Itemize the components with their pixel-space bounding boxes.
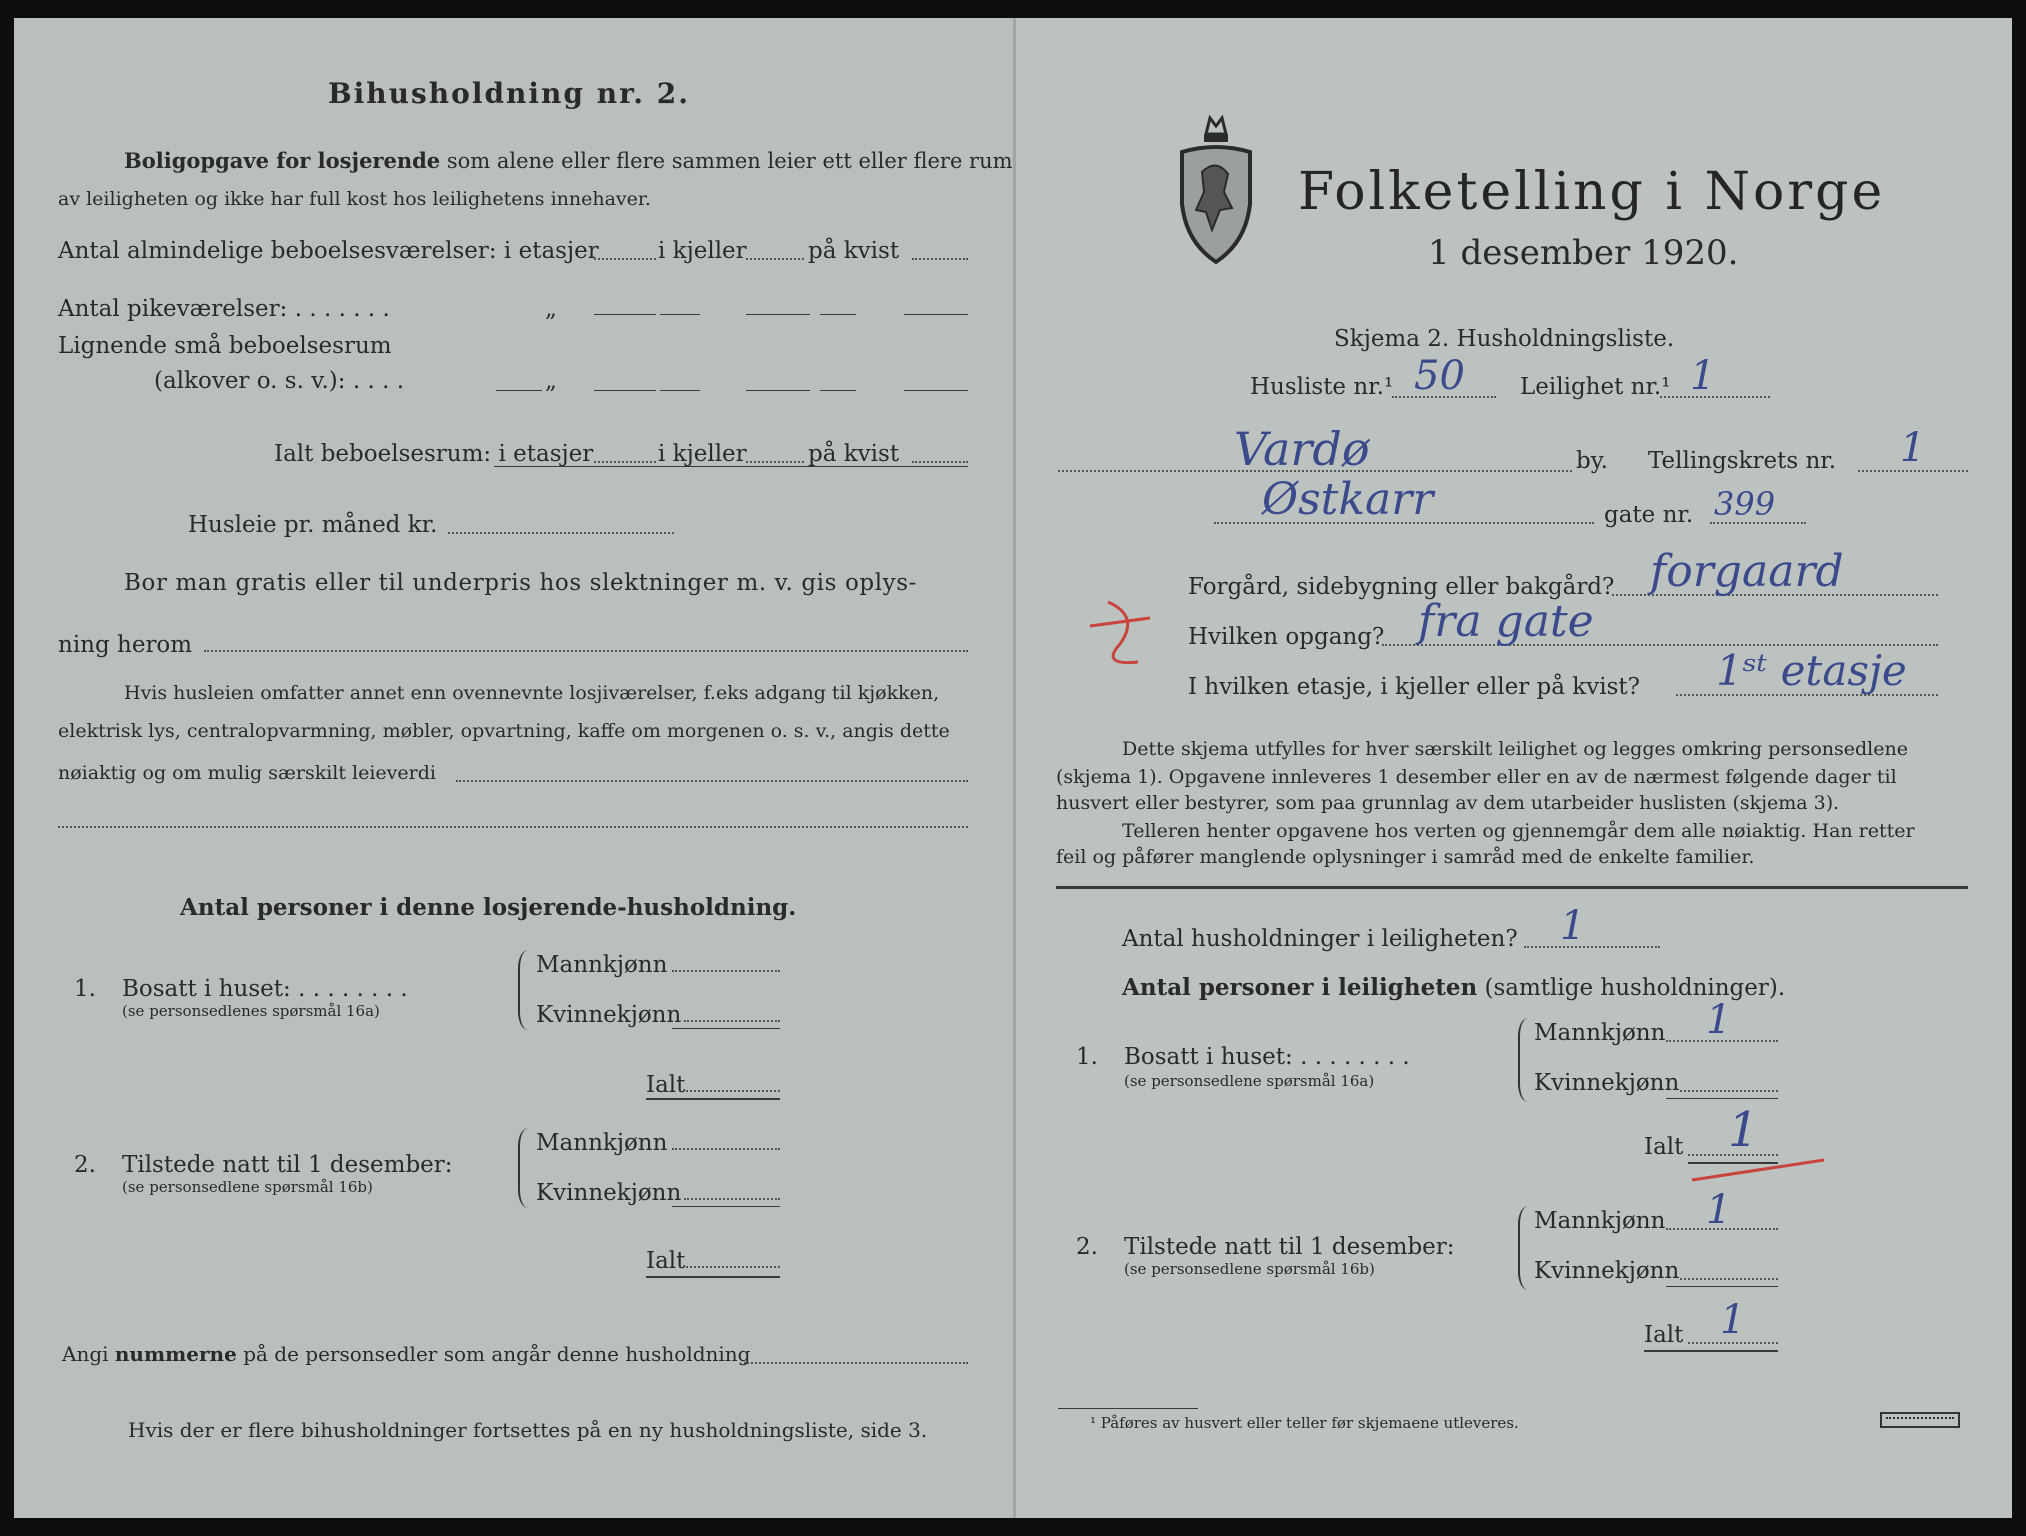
- left-q1-label: Bosatt i huset: . . . . . . . .: [122, 976, 408, 1002]
- total-etasjer-field[interactable]: [594, 461, 656, 463]
- opgang-value: fra gate: [1418, 596, 1594, 647]
- right-q2-number: 2.: [1076, 1234, 1098, 1260]
- right-q2-total-label: Ialt: [1644, 1322, 1684, 1348]
- rooms-etasjer-field[interactable]: [594, 258, 656, 260]
- numbers-text-1: Angi: [62, 1342, 109, 1366]
- left-q1-male-field[interactable]: [672, 970, 780, 972]
- incl-line-1: Hvis husleien omfatter annet enn ovennevnte losjiværelser, f.eks adgang til kjøkken,: [124, 682, 940, 704]
- left-q1-sum-line: [672, 1028, 780, 1029]
- etasje-label: I hvilken etasje, i kjeller eller på kvist?: [1188, 674, 1640, 700]
- left-persons-heading: Antal personer i denne losjerende-husholdning.: [180, 894, 797, 921]
- leilighet-value: 1: [1690, 353, 1716, 399]
- right-q2-female-field[interactable]: [1680, 1278, 1778, 1280]
- total-kjeller-label: i kjeller: [658, 441, 747, 467]
- total-kjeller-field[interactable]: [746, 461, 804, 463]
- total-rooms-label: Ialt beboelsesrum: i etasjer: [274, 441, 594, 467]
- info-divider: [1056, 886, 1968, 889]
- left-q2-number: 2.: [74, 1152, 96, 1178]
- intro-bold: Boligopgave for losjerende: [124, 148, 441, 173]
- total-kvist-label: på kvist: [808, 441, 900, 467]
- street-value: Østkarr: [1262, 474, 1434, 525]
- info-line-5: feil og påfører manglende oplysninger i samråd med de enkelte familier.: [1056, 846, 1755, 868]
- rooms-kvist-label: på kvist: [808, 238, 900, 264]
- rooms-label: Antal almindelige beboelsesværelser: i etasjer: [58, 238, 599, 264]
- right-q1-total-underline: [1688, 1162, 1778, 1164]
- left-q1-female-label: Kvinnekjønn: [536, 1002, 682, 1028]
- small-etasjer-field[interactable]: [594, 390, 656, 391]
- right-q1-male-label: Mannkjønn: [1534, 1020, 1666, 1046]
- incl-line-2: elektrisk lys, centralopvarmning, møbler, opvartning, kaffe om morgenen o. s. v., angis dette: [58, 720, 950, 742]
- krets-label: Tellingskrets nr.: [1648, 448, 1837, 474]
- more-households-note: Hvis der er flere bihusholdninger fortsettes på en ny husholdningsliste, side 3.: [128, 1418, 928, 1442]
- left-q1-total-field[interactable]: [686, 1090, 780, 1092]
- intro-line-2: av leiligheten og ikke har full kost hos leilighetens innehaver.: [58, 188, 651, 210]
- husliste-value: 50: [1414, 353, 1465, 399]
- husliste-label: Husliste nr.¹: [1250, 374, 1394, 400]
- right-title: Folketelling i Norge: [1298, 162, 1886, 222]
- census-date: 1 desember 1920.: [1428, 233, 1739, 273]
- left-q1-number: 1.: [74, 976, 96, 1002]
- leilighet-label: Leilighet nr.¹: [1520, 374, 1671, 400]
- left-q1-brace: [518, 950, 530, 1030]
- right-q1-total-value: 1: [1728, 1102, 1759, 1158]
- maid-kvist-field[interactable]: [904, 314, 968, 315]
- gate-value: 399: [1714, 485, 1776, 523]
- maid-rooms-label: Antal pikeværelser: . . . . . . .: [58, 296, 390, 322]
- left-title: Bihusholdning nr. 2.: [328, 77, 690, 110]
- right-q1-label: Bosatt i huset: . . . . . . . .: [1124, 1044, 1410, 1070]
- free-line-1: Bor man gratis eller til underpris hos slektninger m. v. gis oplys-: [124, 570, 918, 596]
- info-line-2: (skjema 1). Opgavene innleveres 1 desember eller en av de nærmest følgende dager til: [1056, 766, 1897, 788]
- opgang-label: Hvilken opgang?: [1188, 624, 1385, 650]
- right-q2-male-value: 1: [1706, 1187, 1732, 1233]
- small-kjeller-field[interactable]: [746, 390, 810, 391]
- left-q2-sub: (se personsedlene spørsmål 16b): [122, 1178, 373, 1196]
- right-q1-female-field[interactable]: [1680, 1090, 1778, 1092]
- leilighet-field[interactable]: [1660, 396, 1770, 398]
- right-q1-female-label: Kvinnekjønn: [1534, 1070, 1680, 1096]
- right-q1-male-value: 1: [1706, 997, 1732, 1043]
- right-q1-sum-line: [1666, 1098, 1778, 1099]
- printer-stamp-icon: [1880, 1412, 1960, 1428]
- left-q1-total-label: Ialt: [646, 1072, 686, 1098]
- left-q1-sub: (se personsedlenes spørsmål 16a): [122, 1002, 380, 1020]
- rent-label: Husleie pr. måned kr.: [188, 512, 438, 538]
- left-q2-male-label: Mannkjønn: [536, 1130, 668, 1156]
- left-q1-total-underline: [646, 1098, 780, 1100]
- households-label: Antal husholdninger i leiligheten?: [1122, 926, 1518, 952]
- total-kvist-field[interactable]: [912, 461, 968, 463]
- leieverdi-field-2[interactable]: [58, 826, 968, 828]
- left-q1-female-field[interactable]: [684, 1020, 780, 1022]
- right-q1-number: 1.: [1076, 1044, 1098, 1070]
- rooms-kjeller-field[interactable]: [746, 258, 804, 260]
- households-field[interactable]: [1524, 946, 1660, 948]
- households-value: 1: [1560, 903, 1586, 949]
- by-label: by.: [1576, 448, 1608, 474]
- ditto-dash: [660, 390, 700, 391]
- ditto-mark: „: [545, 368, 557, 394]
- ditto-dash: [660, 314, 700, 315]
- left-q2-total-label: Ialt: [646, 1248, 686, 1274]
- numbers-text-2: på de personsedler som angår denne husholdning: [243, 1342, 751, 1366]
- persons-bold: Antal personer i leiligheten: [1122, 974, 1478, 1001]
- rent-field[interactable]: [448, 532, 674, 534]
- small-rooms-label-2: (alkover o. s. v.): . . . .: [154, 368, 405, 394]
- krets-value: 1: [1900, 425, 1926, 471]
- free-field[interactable]: [204, 650, 968, 652]
- left-q2-label: Tilstede natt til 1 desember:: [122, 1152, 453, 1178]
- footnote: ¹ Påføres av husvert eller teller før skjemaene utleveres.: [1090, 1414, 1519, 1432]
- left-q2-male-field[interactable]: [672, 1148, 780, 1150]
- city-value: Vardø: [1234, 422, 1370, 476]
- gate-label: gate nr.: [1604, 502, 1694, 528]
- small-kvist-field[interactable]: [904, 390, 968, 391]
- free-line-2: ning herom: [58, 632, 193, 658]
- left-q2-female-label: Kvinnekjønn: [536, 1180, 682, 1206]
- right-q2-total-underline: [1644, 1350, 1778, 1352]
- numbers-bold: nummerne: [114, 1342, 237, 1366]
- left-q2-brace: [518, 1128, 530, 1208]
- left-q2-total-underline: [646, 1276, 780, 1278]
- forgard-label: Forgård, sidebygning eller bakgård?: [1188, 574, 1615, 600]
- rooms-kjeller-label: i kjeller: [658, 238, 747, 264]
- left-q2-female-field[interactable]: [684, 1198, 780, 1200]
- footnote-rule: [1058, 1408, 1198, 1409]
- total-underline: [494, 466, 968, 467]
- small-rooms-label-1: Lignende små beboelsesrum: [58, 333, 392, 359]
- right-q2-label: Tilstede natt til 1 desember:: [1124, 1234, 1455, 1260]
- etasje-value: 1ˢᵗ etasje: [1716, 646, 1907, 695]
- numbers-field[interactable]: [744, 1362, 968, 1364]
- red-check-mark: [1080, 596, 1160, 670]
- forgard-value: forgaard: [1650, 546, 1844, 597]
- right-q1-total-label: Ialt: [1644, 1134, 1684, 1160]
- right-q2-brace: [1518, 1206, 1530, 1290]
- info-line-3: husvert eller bestyrer, som paa grunnlag av dem utarbeider huslisten (skjema 3).: [1056, 792, 1840, 814]
- incl-line-3: nøiaktig og om mulig særskilt leieverdi: [58, 762, 436, 784]
- schema-title: Skjema 2. Husholdningsliste.: [1334, 326, 1675, 352]
- left-q2-total-field[interactable]: [686, 1266, 780, 1268]
- right-q2-sum-line: [1666, 1286, 1778, 1287]
- right-q1-sub: (se personsedlene spørsmål 16a): [1124, 1072, 1375, 1090]
- maid-kjeller-field[interactable]: [746, 314, 810, 315]
- left-q1-male-label: Mannkjønn: [536, 952, 668, 978]
- info-line-1: Dette skjema utfylles for hver særskilt leilighet og legges omkring personsedlene: [1122, 738, 1908, 760]
- norway-coat-of-arms-icon: [1176, 112, 1256, 266]
- right-q2-total-value: 1: [1720, 1297, 1746, 1343]
- left-q2-sum-line: [672, 1206, 780, 1207]
- persons-rest: (samtlige husholdninger).: [1484, 975, 1786, 1001]
- intro-rest: som alene eller flere sammen leier ett eller flere rum: [446, 149, 1013, 173]
- rooms-kvist-field[interactable]: [912, 258, 968, 260]
- ditto-dash: [820, 390, 856, 391]
- leieverdi-field[interactable]: [456, 780, 968, 782]
- ditto-mark: „: [545, 296, 557, 322]
- right-q2-sub: (se personsedlene spørsmål 16b): [1124, 1260, 1375, 1278]
- right-q1-brace: [1518, 1018, 1530, 1102]
- ditto-dash: [820, 314, 856, 315]
- red-pencil-underline: [1688, 1154, 1828, 1184]
- right-q2-female-label: Kvinnekjønn: [1534, 1258, 1680, 1284]
- right-q2-male-label: Mannkjønn: [1534, 1208, 1666, 1234]
- ditto-dash: [496, 390, 542, 391]
- maid-etasjer-field[interactable]: [594, 314, 656, 315]
- info-line-4: Telleren henter opgavene hos verten og gjennemgår dem alle nøiaktig. Han retter: [1122, 820, 1915, 842]
